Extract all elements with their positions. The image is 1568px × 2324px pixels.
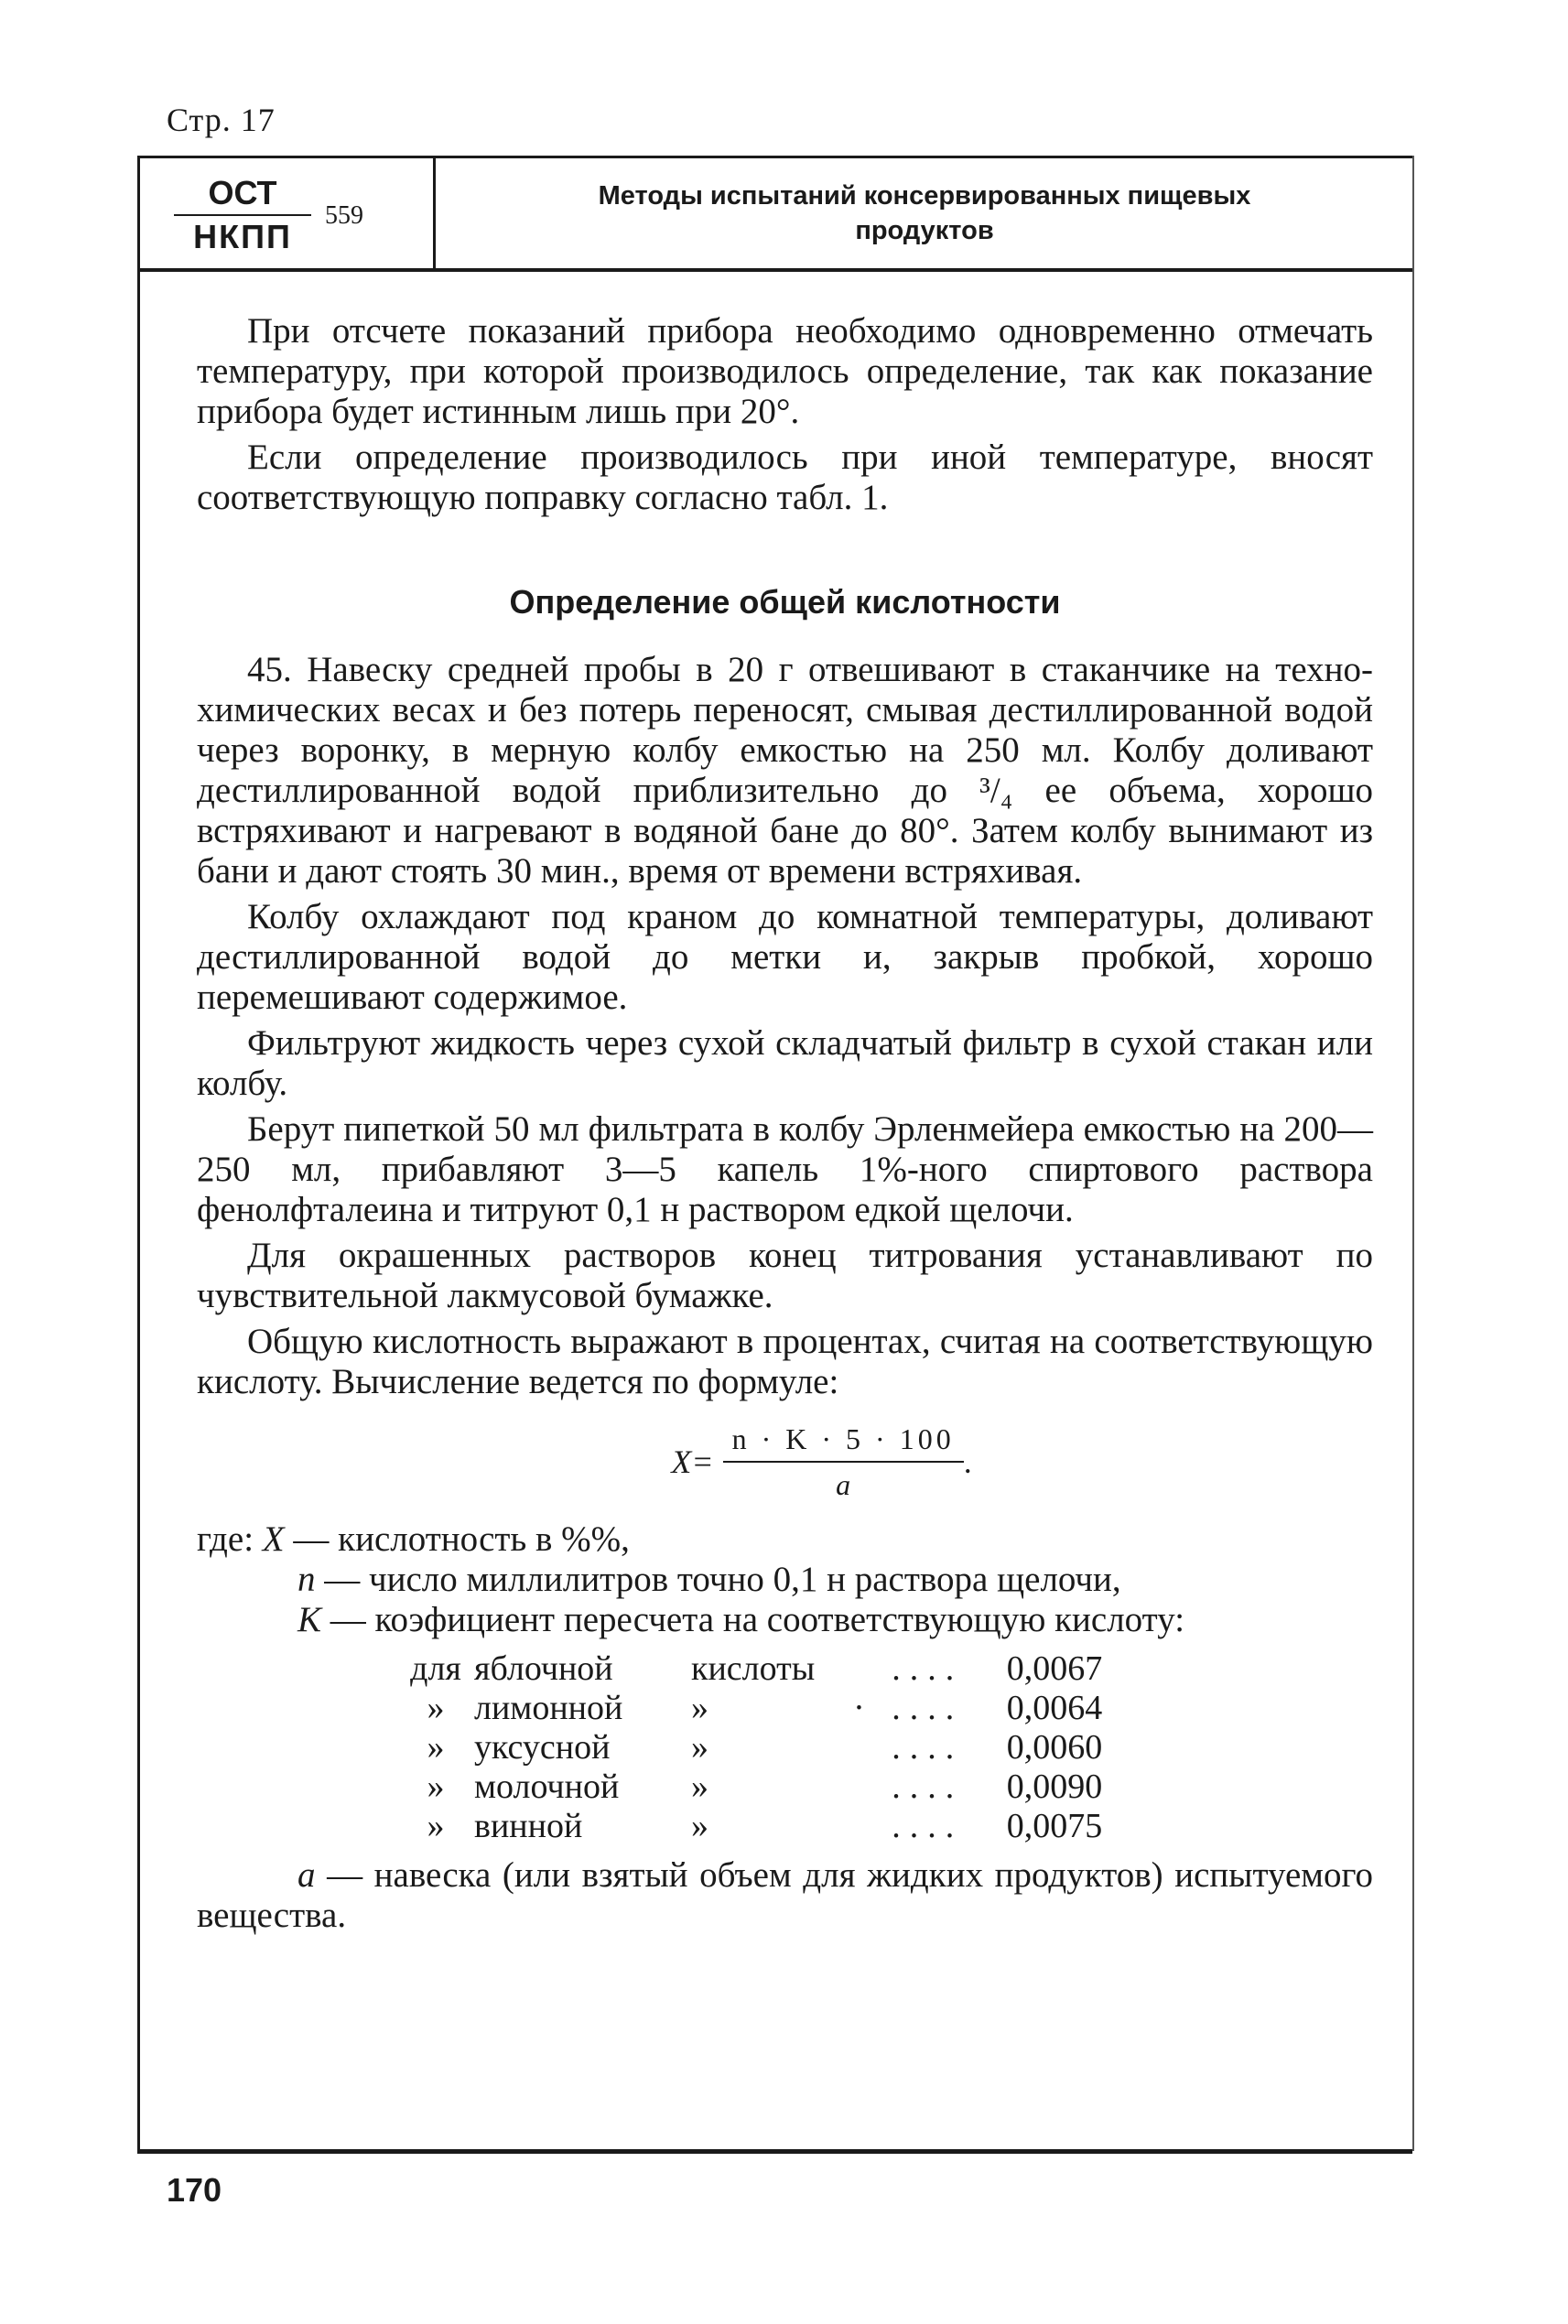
a-legend-desc: — навеска (или взятый объем для жидких продуктов) испытуемого вещества. — [197, 1855, 1373, 1935]
header-bottom-rule — [137, 268, 1412, 272]
table-row — [403, 1728, 1108, 1767]
section-paragraph-4: Берут пипеткой 50 мл фильтрата в колбу Эрленмейера емкостью на 200—250 мл, прибавляют 3—5 капель 1%-ного спиртового раствора фенолфталеина и титруют 0,1 н раствором едкой щелочи. — [197, 1109, 1373, 1229]
formula-denominator: a — [836, 1468, 851, 1501]
legend-n-var: n — [297, 1560, 316, 1599]
section-paragraph-6: Общую кислотность выражают в процентах, считая на соответствующую кислоту. Вычисление ведется по формуле: — [197, 1322, 1373, 1401]
coef-mark: для — [410, 1649, 461, 1688]
coef-mark: » — [427, 1807, 445, 1845]
coef-ditto: » — [691, 1767, 708, 1806]
frame-bottom-rule — [137, 2149, 1412, 2154]
formula-legend — [197, 1519, 1373, 1640]
coef-value: 0,0075 — [1006, 1807, 1103, 1845]
standard-top: ОСТ — [174, 174, 311, 216]
coef-acid-name: винной — [474, 1807, 583, 1845]
formula-numerator: n · K · 5 · 100 — [723, 1419, 964, 1463]
coef-dots: .... — [892, 1767, 964, 1806]
legend-row-k — [197, 1600, 1373, 1640]
coef-ditto: кислоты — [691, 1649, 816, 1688]
coef-dots: .... — [892, 1728, 964, 1767]
coef-value: 0,0067 — [1006, 1649, 1103, 1688]
legend-where: где: — [197, 1519, 254, 1559]
legend-x-desc: — кислотность в %%, — [293, 1519, 630, 1559]
coef-ditto: » — [691, 1728, 708, 1767]
header-divider — [433, 156, 436, 270]
section-paragraph-1: 45. Навеску средней пробы в 20 г отвешивают в стаканчике на техно-химических весах и без потерь переносят, смывая дестиллированной водой через воронку, в мерную колбу емкостью на 250 мл. Колбу доливают дестиллированной водой приблизительно до ³/₄ ее объема, хорошо встряхивают и нагревают в водяной бане до 80°. Затем колбу вынимают из бани и дают стоять 30 мин., время от времени встряхивая. — [197, 650, 1373, 891]
coef-dots: · .... — [853, 1689, 964, 1727]
a-legend-var: a — [297, 1855, 316, 1895]
legend-k-desc: — коэфициент пересчета на соответствующую кислоту: — [330, 1600, 1185, 1639]
section-paragraph-3: Фильтруют жидкость через сухой складчатый фильтр в сухой стакан или колбу. — [197, 1023, 1373, 1103]
table-row — [403, 1689, 1108, 1728]
header-title — [476, 178, 1373, 248]
legend-row-n — [197, 1560, 1373, 1600]
coef-mark: » — [427, 1689, 445, 1727]
a-legend — [197, 1855, 1373, 1936]
coef-mark: » — [427, 1728, 445, 1767]
coefficient-table — [403, 1649, 1108, 1846]
table-row — [403, 1767, 1108, 1807]
coef-dots: .... — [892, 1649, 964, 1688]
coef-value: 0,0090 — [1006, 1767, 1103, 1806]
section-paragraph-5: Для окрашенных растворов конец титрования устанавливают по чувствительной лакмусовой бумажке. — [197, 1236, 1373, 1315]
coef-value: 0,0060 — [1006, 1728, 1103, 1767]
legend-k-var: K — [297, 1600, 322, 1639]
coef-ditto: » — [691, 1689, 708, 1727]
page-number: 170 — [167, 2171, 222, 2209]
coef-acid-name: молочной — [474, 1767, 620, 1806]
section-heading: Определение общей кислотности — [509, 583, 1061, 621]
coef-acid-name: лимонной — [474, 1689, 623, 1727]
intro-paragraph-2: Если определение производилось при иной температуре, вносят соответствующую поправку согласно табл. 1. — [197, 438, 1373, 517]
header-title-line1: Методы испытаний консервированных пищевых — [598, 181, 1251, 211]
table-row — [403, 1807, 1108, 1846]
coef-acid-name: яблочной — [474, 1649, 613, 1688]
page-reference: Стр. 17 — [167, 102, 276, 138]
legend-x-var: X — [262, 1519, 285, 1559]
page-content — [197, 311, 1373, 1936]
coef-acid-name: уксусной — [474, 1728, 611, 1767]
standard-number: 559 — [325, 201, 363, 230]
standard-bottom: НКПП — [193, 218, 292, 255]
formula-lhs: X= — [671, 1443, 714, 1480]
coef-dots: .... — [892, 1807, 964, 1845]
coef-value: 0,0064 — [1006, 1689, 1103, 1727]
legend-n-desc: — число миллилитров точно 0,1 н раствора щелочи, — [324, 1560, 1121, 1599]
coef-ditto: » — [691, 1807, 708, 1845]
formula-fraction — [723, 1419, 964, 1505]
formula-trail: . — [963, 1443, 972, 1480]
header-title-line2: продуктов — [855, 216, 994, 245]
acidity-formula — [270, 1419, 1373, 1505]
section-paragraph-2: Колбу охлаждают под краном до комнатной температуры, доливают дестиллированной водой до метки и, закрыв пробкой, хорошо перемешивают содержимое. — [197, 897, 1373, 1017]
frame-top-rule — [137, 156, 1412, 158]
intro-paragraph-1: При отсчете показаний прибора необходимо одновременно отмечать температуру, при которой производилось определение, так как показание прибора будет истинным лишь при 20°. — [197, 311, 1373, 431]
coef-mark: » — [427, 1767, 445, 1806]
table-row — [403, 1649, 1108, 1689]
legend-row-x — [197, 1519, 1373, 1560]
